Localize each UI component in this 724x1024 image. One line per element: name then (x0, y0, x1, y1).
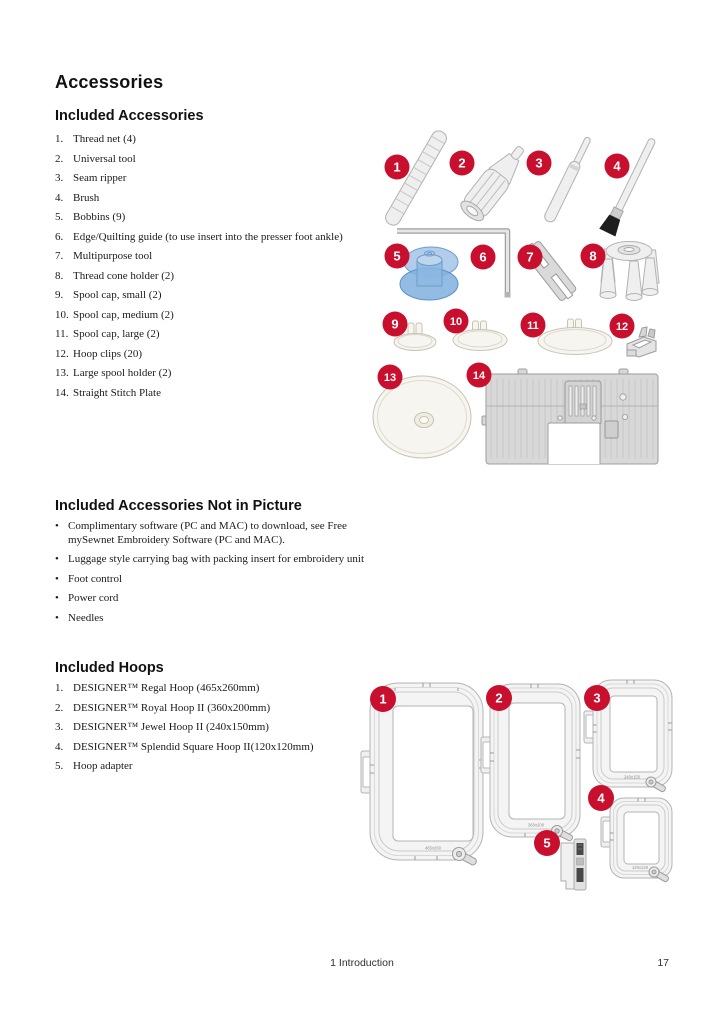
list-item-text: Power cord (68, 592, 119, 604)
bullet: • (55, 520, 59, 532)
list-item (55, 387, 373, 401)
list-item-text: Spool cap, large (2) (73, 328, 160, 340)
list-item-text: Multipurpose tool (73, 250, 153, 262)
list-item (55, 231, 373, 245)
list-item-number: 5. (55, 211, 64, 223)
figure-badge (385, 155, 410, 180)
list-item (55, 553, 368, 567)
list-item (55, 760, 373, 774)
figure-badge (521, 313, 546, 338)
figure-badge (450, 151, 475, 176)
list-item-text: Complimentary software (PC and MAC) to download, see Free mySewnet Embroidery Software (PC and MAC). (68, 520, 347, 546)
list-item-number: 2. (55, 701, 64, 714)
svg-text:465x260: 465x260 (424, 845, 442, 851)
list-item-number: 3. (55, 721, 64, 733)
svg-text:6: 6 (479, 249, 487, 265)
svg-text:5: 5 (543, 835, 551, 851)
list-item-text: Needles (68, 611, 104, 624)
thread-cone-holder-art (600, 242, 659, 301)
list-item (55, 367, 373, 381)
list-item-text: Hoop clips (20) (73, 347, 143, 360)
svg-text:3: 3 (593, 690, 601, 706)
figure-badge (610, 314, 635, 339)
brush-art (599, 135, 661, 236)
list-item-number: 3. (55, 172, 64, 184)
figure-badge (385, 244, 410, 269)
list-item-text: Universal tool (73, 152, 136, 165)
list-item-text: Large spool holder (2) (73, 367, 172, 379)
list-item-number: 10. (55, 308, 69, 321)
list-item (55, 153, 373, 167)
svg-text:11: 11 (527, 320, 539, 332)
list-item-text: Spool cap, small (2) (73, 289, 162, 301)
figure-badge (471, 245, 496, 270)
figure-badge (467, 363, 492, 388)
list-item (55, 520, 368, 547)
seam-ripper-art (543, 135, 594, 223)
figure-badge (527, 151, 552, 176)
universal-tool-art (457, 139, 532, 224)
svg-text:3: 3 (535, 155, 543, 171)
list-item-number: 7. (55, 250, 64, 262)
list-item (55, 573, 368, 587)
list-item-number: 1. (55, 682, 64, 694)
not-in-picture-list (55, 520, 368, 631)
svg-text:13: 13 (383, 372, 397, 384)
svg-text:120x120: 120x120 (631, 865, 649, 870)
list-item (55, 592, 368, 606)
list-item (55, 741, 373, 755)
list-item-number: 4. (55, 740, 64, 753)
svg-text:9: 9 (391, 316, 399, 332)
svg-text:10: 10 (449, 316, 463, 328)
list-item (55, 348, 373, 362)
figure-badge (605, 154, 630, 179)
list-item-number: 8. (55, 269, 64, 282)
straight-stitch-plate-art (482, 369, 658, 464)
svg-text:360x200: 360x200 (527, 822, 545, 828)
hoops-figure (355, 665, 680, 900)
list-item-number: 9. (55, 289, 64, 301)
list-item-text: Foot control (68, 572, 123, 585)
list-item-text: Seam ripper (73, 172, 127, 184)
bullet: • (55, 611, 59, 624)
figure-badge (534, 830, 560, 856)
list-item-text: Bobbins (9) (73, 211, 126, 223)
list-item-number: 6. (55, 230, 64, 243)
figure-badge (370, 686, 396, 712)
list-item-number: 14. (55, 386, 69, 399)
bullet: • (55, 553, 59, 565)
list-item (55, 612, 368, 626)
svg-text:14: 14 (472, 370, 486, 382)
list-item-text: Spool cap, medium (2) (73, 308, 174, 321)
list-item (55, 682, 373, 696)
figure-badge (584, 685, 610, 711)
list-item-number: 11. (55, 328, 69, 340)
svg-text:5: 5 (393, 248, 401, 264)
figure-badge (581, 244, 606, 269)
svg-text:7: 7 (526, 249, 534, 265)
bullet: • (55, 592, 59, 604)
footer-chapter: 1 Introduction (330, 957, 394, 969)
svg-text:2: 2 (495, 690, 503, 706)
list-item-text: Edge/Quilting guide (to use insert into the presser foot ankle) (73, 230, 343, 243)
figure-badge (378, 365, 403, 390)
list-item (55, 309, 373, 323)
svg-text:240x150: 240x150 (623, 774, 641, 780)
figure-badge (486, 685, 512, 711)
list-item (55, 250, 373, 264)
list-item-number: 2. (55, 152, 64, 165)
list-item (55, 172, 373, 186)
list-item-number: 13. (55, 367, 69, 379)
list-item-text: Thread cone holder (2) (73, 269, 175, 282)
list-item-number: 5. (55, 760, 64, 772)
list-item (55, 328, 373, 342)
svg-text:8: 8 (589, 248, 597, 264)
svg-text:1: 1 (379, 691, 387, 707)
included-accessories-list (55, 133, 373, 406)
list-item (55, 721, 373, 735)
accessories-figure (368, 120, 668, 470)
list-item-text: Straight Stitch Plate (73, 386, 161, 399)
list-item-text: DESIGNER™ Regal Hoop (465x260mm) (73, 682, 260, 694)
list-item-text: Hoop adapter (73, 760, 133, 772)
section-heading-not-in-picture: Included Accessories Not in Picture (55, 498, 302, 514)
list-item-text: DESIGNER™ Jewel Hoop II (240x150mm) (73, 721, 269, 733)
svg-text:4: 4 (613, 158, 621, 174)
list-item-text: DESIGNER™ Royal Hoop II (360x200mm) (73, 701, 271, 714)
hoop-splendid-art (601, 798, 672, 884)
list-item-number: 1. (55, 133, 64, 145)
list-item (55, 192, 373, 206)
svg-text:2: 2 (458, 155, 466, 171)
list-item-text: Luggage style carrying bag with packing insert for embroidery unit (68, 553, 364, 565)
figure-badge (444, 309, 469, 334)
included-hoops-list (55, 682, 373, 780)
list-item (55, 289, 373, 303)
figure-badge (383, 312, 408, 337)
list-item-number: 12. (55, 347, 69, 360)
list-item-text: Brush (73, 191, 100, 204)
svg-text:4: 4 (597, 790, 605, 806)
footer-page-number: 17 (657, 957, 669, 969)
page-title: Accessories (55, 72, 164, 92)
list-item (55, 211, 373, 225)
list-item-text: Thread net (4) (73, 133, 136, 145)
figure-badge (588, 785, 614, 811)
hoop-adapter-art (561, 839, 586, 890)
svg-text:1: 1 (393, 159, 401, 175)
bullet: • (55, 572, 59, 585)
list-item-text: DESIGNER™ Splendid Square Hoop II(120x120mm) (73, 740, 314, 753)
svg-text:12: 12 (615, 321, 629, 333)
section-heading-included-accessories: Included Accessories (55, 108, 204, 124)
spool-cap-large-art (538, 319, 612, 355)
list-item (55, 702, 373, 716)
list-item (55, 270, 373, 284)
list-item (55, 133, 373, 147)
section-heading-included-hoops: Included Hoops (55, 660, 164, 676)
list-item-number: 4. (55, 191, 64, 204)
figure-badge (518, 245, 543, 270)
